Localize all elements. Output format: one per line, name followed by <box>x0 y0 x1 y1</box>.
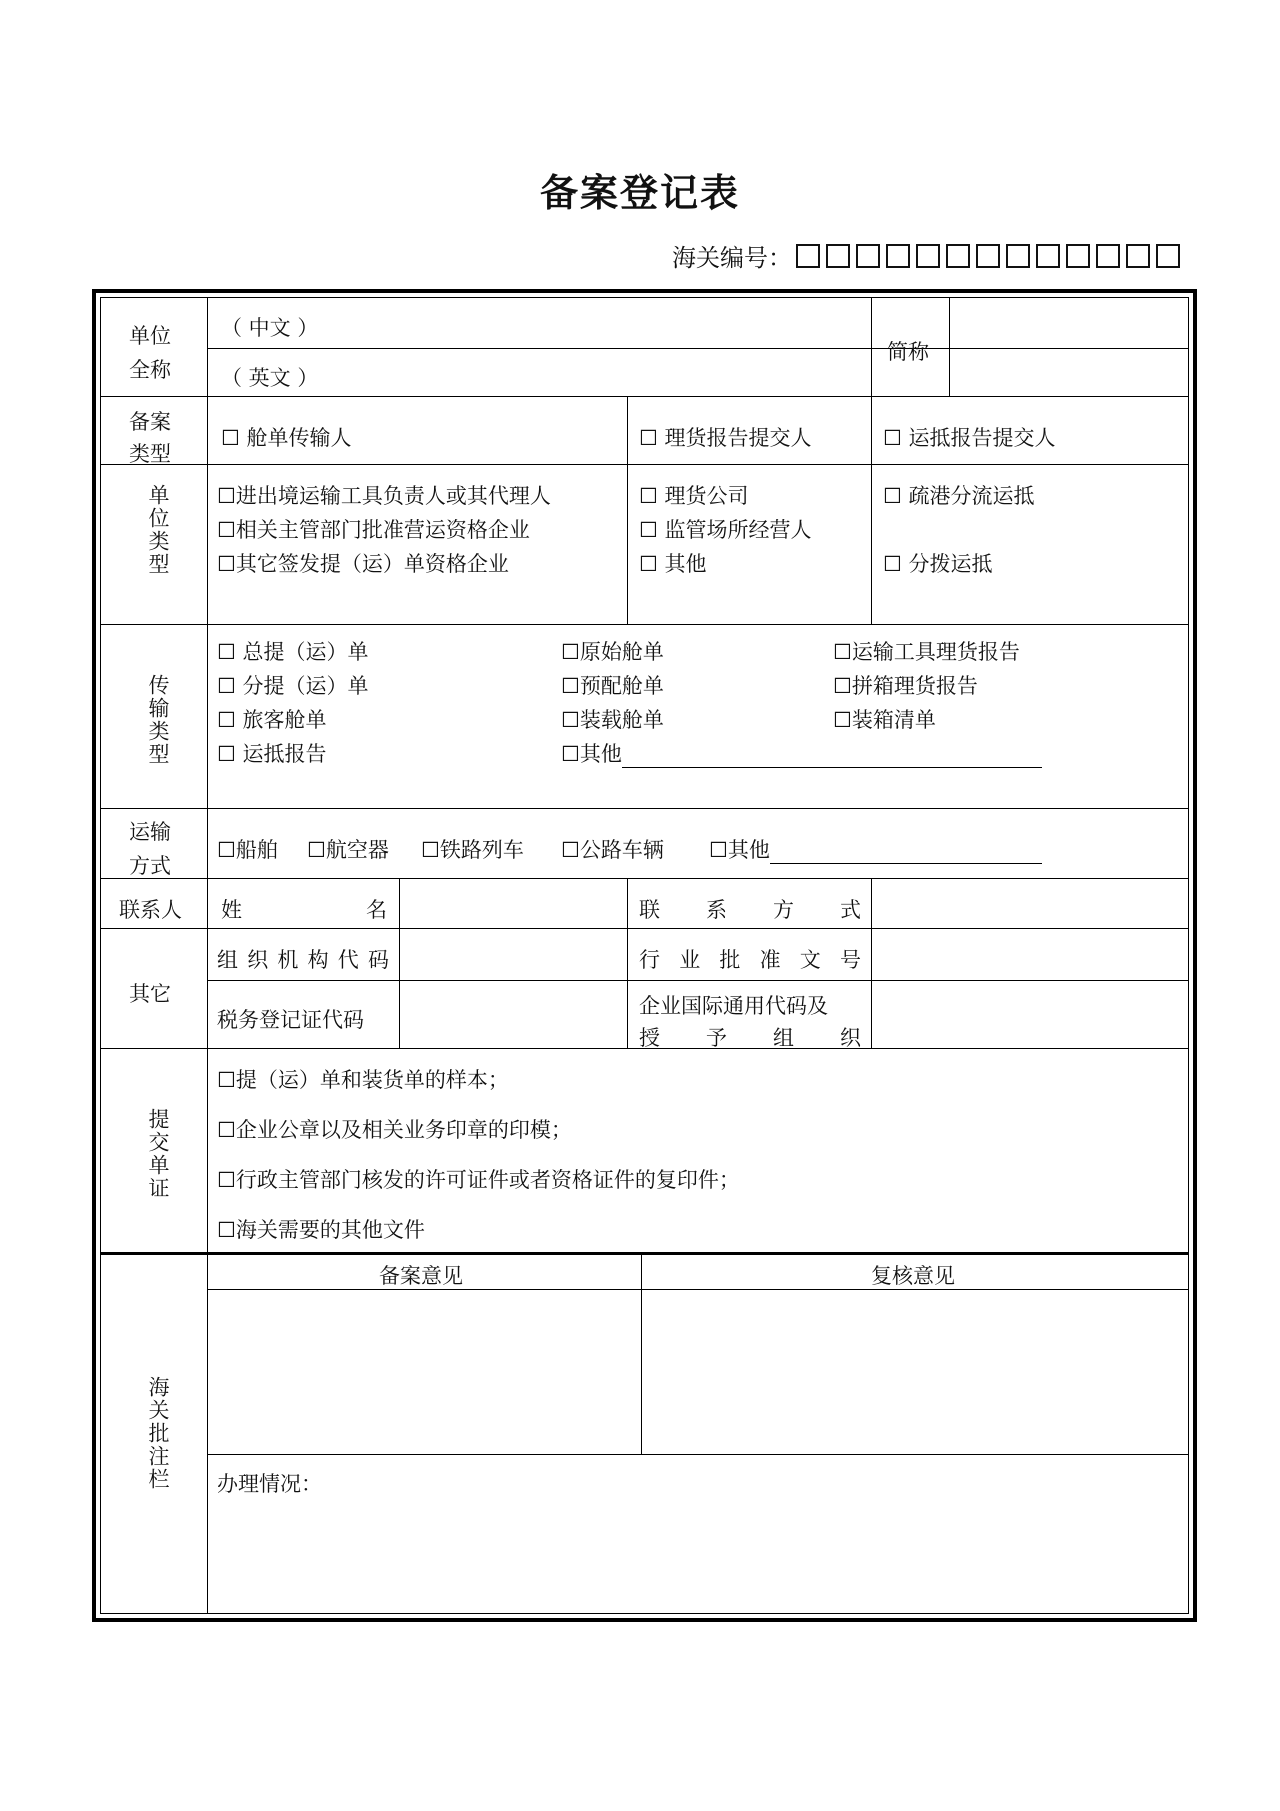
handling-status-label: 办理情况： <box>217 1472 322 1496</box>
row-divider <box>101 624 1188 625</box>
intl-code-field[interactable] <box>873 982 1191 1046</box>
customs-number-box[interactable] <box>1096 244 1120 268</box>
label-char: 组 <box>773 1026 794 1050</box>
label-char: 业 <box>679 948 701 972</box>
label-char: 号 <box>839 948 861 972</box>
filing-opinion-header: 备案意见 <box>379 1264 463 1288</box>
label-char: 织 <box>247 948 269 972</box>
transport-option[interactable]: ☐公路车辆 <box>561 838 664 862</box>
unit-type-label: 单位类型 <box>146 484 170 576</box>
review-opinion-field[interactable] <box>643 1291 1191 1452</box>
filing-type-option[interactable]: ☐ 舱单传输人 <box>221 426 352 450</box>
row-divider <box>207 1454 1188 1455</box>
customs-number-box[interactable] <box>1036 244 1060 268</box>
transmission-other-field[interactable] <box>622 747 1042 768</box>
customs-number <box>672 238 1186 273</box>
transmission-type-label: 传输类型 <box>146 674 170 766</box>
label-char: 式 <box>840 898 861 922</box>
transmission-option[interactable]: ☐装载舱单 <box>561 708 664 732</box>
customs-number-box[interactable] <box>976 244 1000 268</box>
label-char: 织 <box>840 1026 861 1050</box>
label-char: 组 <box>217 948 238 972</box>
customs-number-box[interactable] <box>1066 244 1090 268</box>
page-title: 备案登记表 <box>539 171 740 215</box>
label-char: 机 <box>277 948 299 972</box>
customs-number-box[interactable] <box>1156 244 1180 268</box>
transport-other-label: ☐其他 <box>709 838 770 862</box>
filing-type-option[interactable]: ☐ 运抵报告提交人 <box>883 426 1056 450</box>
col-divider <box>627 878 628 1048</box>
document-option[interactable]: ☐海关需要的其他文件 <box>217 1218 425 1242</box>
customs-number-label: 海关编号： <box>672 244 792 272</box>
col-divider <box>641 1252 642 1454</box>
transmission-option[interactable]: ☐ 运抵报告 <box>217 742 327 766</box>
label-char: 姓 <box>221 898 242 922</box>
contact-method-field[interactable] <box>873 880 1191 926</box>
label-char: 名 <box>366 898 387 922</box>
customs-number-box[interactable] <box>886 244 910 268</box>
customs-number-box[interactable] <box>1126 244 1150 268</box>
row-divider <box>101 928 1188 929</box>
row-divider <box>101 396 1188 397</box>
filing-type-label-2: 类型 <box>129 442 171 466</box>
col-divider <box>871 298 872 396</box>
unit-type-option[interactable]: ☐ 疏港分流运抵 <box>883 484 1035 508</box>
unit-type-option[interactable]: ☐ 理货公司 <box>639 484 749 508</box>
documents-label: 提交单证 <box>146 1108 170 1200</box>
unit-type-option[interactable]: ☐其它签发提（运）单资格企业 <box>217 552 509 576</box>
label-char: 方 <box>773 898 794 922</box>
unit-type-option[interactable]: ☐ 其他 <box>639 552 707 576</box>
col-divider <box>871 878 872 1048</box>
contact-label: 联系人 <box>119 898 182 922</box>
label-char: 准 <box>759 948 781 972</box>
transport-other-field[interactable] <box>770 843 1042 864</box>
label-char: 系 <box>706 898 727 922</box>
transmission-option[interactable]: ☐ 总提（运）单 <box>217 640 369 664</box>
filing-type-label-1: 备案 <box>129 410 171 434</box>
col-divider <box>399 878 400 1048</box>
unit-type-option[interactable]: ☐进出境运输工具负责人或其代理人 <box>217 484 551 508</box>
label-char: 予 <box>706 1026 727 1050</box>
row-divider <box>941 348 1188 349</box>
form-table <box>92 289 1197 1622</box>
handling-status-field[interactable] <box>209 1498 1191 1614</box>
transmission-option[interactable]: ☐拼箱理货报告 <box>833 674 978 698</box>
contact-method-label <box>639 894 861 924</box>
unit-name-chinese-field[interactable]: （ 中文 ） <box>221 316 319 340</box>
unit-type-option[interactable]: ☐相关主管部门批准营运资格企业 <box>217 518 530 542</box>
transport-mode-label-2: 方式 <box>129 854 171 878</box>
transmission-other-label: ☐其他 <box>561 742 622 766</box>
col-divider <box>949 298 950 396</box>
col-divider <box>207 298 208 1613</box>
tax-code-label: 税务登记证代码 <box>217 1008 364 1032</box>
filing-opinion-field[interactable] <box>209 1291 639 1452</box>
row-divider <box>207 980 1188 981</box>
industry-no-label <box>639 944 861 974</box>
review-opinion-header: 复核意见 <box>871 1264 955 1288</box>
label-char: 构 <box>307 948 329 972</box>
label-char: 行 <box>639 948 660 972</box>
intl-code-label-1: 企业国际通用代码及 <box>639 994 828 1018</box>
document-option[interactable]: ☐企业公章以及相关业务印章的印模； <box>217 1118 572 1142</box>
row-divider <box>101 1252 1188 1255</box>
tax-code-field[interactable] <box>401 982 625 1046</box>
col-divider <box>871 396 872 624</box>
transmission-option[interactable]: ☐原始舱单 <box>561 640 664 664</box>
row-divider <box>101 808 1188 809</box>
customs-number-box[interactable] <box>856 244 880 268</box>
label-char: 批 <box>719 948 741 972</box>
org-code-label <box>217 944 389 974</box>
label-char: 联 <box>639 898 660 922</box>
document-option[interactable]: ☐提（运）单和装货单的样本； <box>217 1068 509 1092</box>
label-char: 代 <box>337 948 359 972</box>
customs-number-box[interactable] <box>946 244 970 268</box>
transmission-option[interactable]: ☐预配舱单 <box>561 674 664 698</box>
transport-option[interactable]: ☐航空器 <box>307 838 389 862</box>
transport-option[interactable]: ☐铁路列车 <box>421 838 524 862</box>
row-divider <box>101 464 1188 465</box>
document-option[interactable]: ☐行政主管部门核发的许可证件或者资格证件的复印件； <box>217 1168 740 1192</box>
row-divider <box>101 878 1188 879</box>
customs-number-boxes[interactable] <box>796 244 1186 268</box>
unit-name-english-field[interactable]: （ 英文 ） <box>221 366 319 390</box>
customs-number-box[interactable] <box>796 244 820 268</box>
unit-name-label-2: 全称 <box>129 358 171 382</box>
filing-type-option[interactable]: ☐ 理货报告提交人 <box>639 426 812 450</box>
form-table-inner <box>100 297 1189 1614</box>
unit-type-option[interactable]: ☐ 分拨运抵 <box>883 552 993 576</box>
contact-name-label <box>221 894 387 924</box>
customs-number-box[interactable] <box>1006 244 1030 268</box>
transmission-option[interactable] <box>561 738 1042 768</box>
label-char: 文 <box>799 948 821 972</box>
transport-option[interactable]: ☐船舶 <box>217 838 278 862</box>
label-char: 授 <box>639 1026 660 1050</box>
unit-name-label-1: 单位 <box>129 324 171 348</box>
transport-mode-label-1: 运输 <box>129 820 171 844</box>
customs-annotation-label: 海关批注栏 <box>146 1376 170 1491</box>
customs-number-box[interactable] <box>916 244 940 268</box>
short-name-label: 简称 <box>887 340 929 364</box>
transport-option[interactable] <box>709 834 1042 864</box>
transmission-option[interactable]: ☐运输工具理货报告 <box>833 640 1020 664</box>
col-divider <box>627 396 628 624</box>
transmission-option[interactable]: ☐ 旅客舱单 <box>217 708 327 732</box>
unit-type-option[interactable]: ☐ 监管场所经营人 <box>639 518 812 542</box>
label-char: 码 <box>367 948 389 972</box>
row-divider <box>207 1289 1188 1290</box>
contact-name-field[interactable] <box>401 880 625 926</box>
org-code-field[interactable] <box>401 930 625 978</box>
transmission-option[interactable]: ☐装箱清单 <box>833 708 936 732</box>
transmission-option[interactable]: ☐ 分提（运）单 <box>217 674 369 698</box>
industry-no-field[interactable] <box>873 930 1191 978</box>
customs-number-box[interactable] <box>826 244 850 268</box>
intl-code-label-2 <box>639 1022 861 1052</box>
other-label: 其它 <box>129 982 171 1006</box>
